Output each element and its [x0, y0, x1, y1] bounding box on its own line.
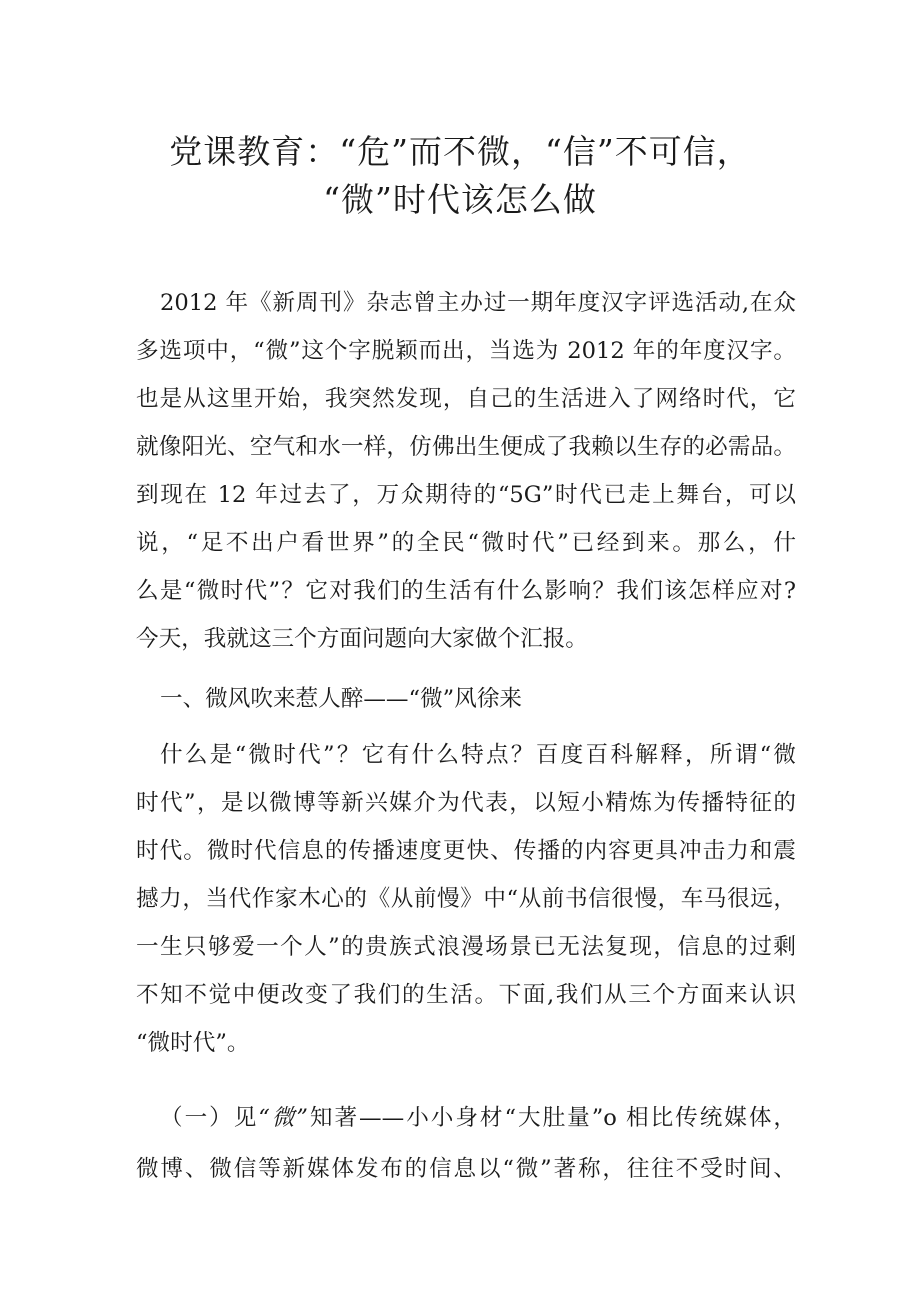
paragraph-1-line-2: 多选项中，“微”这个字脱颖而出，当选为 2012 年的年度汉字。: [136, 338, 796, 364]
paragraph-1-line-3: 也是从这里开始，我突然发现，自己的生活进入了网络时代，它: [136, 386, 796, 412]
paragraph-2-line-2: 时代”，是以微博等新兴媒介为代表，以短小精炼为传播特征的: [136, 790, 796, 816]
paragraph-1-line-7: 么是“微时代”？它对我们的生活有什么影响？我们该怎样应对?: [136, 578, 796, 604]
paragraph-1-line-5: 到现在 12 年过去了，万众期待的“5G”时代已走上舞台，可以: [136, 482, 796, 508]
paragraph-3-prefix: （一）见: [160, 1105, 259, 1131]
paragraph-1-line-6: 说，“足不出户看世界”的全民“微时代”已经到来。那么，什: [136, 530, 796, 556]
paragraph-3-suffix: 知著——小小身材“大肚量”o 相比传统媒体，: [307, 1105, 797, 1131]
paragraph-1-line-4: 就像阳光、空气和水一样，仿佛出生便成了我赖以生存的必需品。: [136, 434, 796, 460]
paragraph-1-line-1: 2012 年《新周刊》杂志曾主办过一期年度汉字评选活动,在众: [160, 290, 796, 316]
document-title-line-1: 党课教育：“危”而不微，“信”不可信，: [169, 132, 751, 171]
paragraph-2-line-7: “微时代”。: [136, 1030, 250, 1056]
paragraph-2-line-5: 一生只够爱一个人”的贵族式浪漫场景已无法复现，信息的过剩: [136, 934, 796, 960]
section-heading-1: 一、微风吹来惹人醉——“微”风徐来: [160, 686, 523, 712]
paragraph-2-line-6: 不知不觉中便改变了我们的生活。下面,我们从三个方面来认识: [136, 982, 796, 1008]
document-title-line-2: “微”时代该怎么做: [323, 180, 597, 219]
paragraph-2-line-3: 时代。微时代信息的传播速度更快、传播的内容更具冲击力和震: [136, 838, 796, 864]
paragraph-1-line-8: 今天，我就这三个方面问题向大家做个汇报。: [136, 626, 588, 652]
paragraph-3-line-2: 微博、微信等新媒体发布的信息以“微”著称，往往不受时间、: [136, 1156, 796, 1182]
paragraph-2-line-1: 什么是“微时代”？它有什么特点？百度百科解释，所谓“微: [160, 742, 796, 768]
paragraph-3-emphasis: “微”: [258, 1105, 308, 1131]
paragraph-3-line-1: [160, 1107, 796, 1130]
paragraph-2-line-4: 撼力，当代作家木心的《从前慢》中“从前书信很慢，车马很远，: [136, 886, 796, 912]
